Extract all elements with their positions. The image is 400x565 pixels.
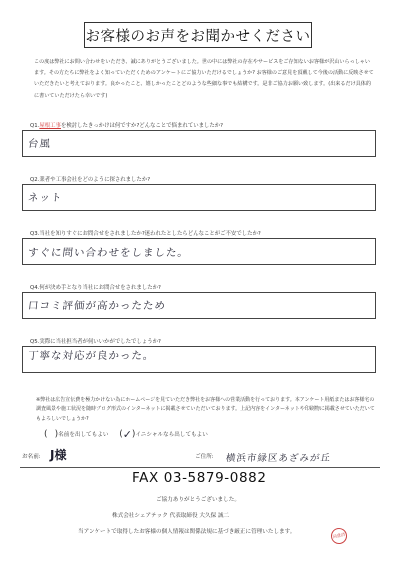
address-value[interactable]: 横浜市緑区あざみが丘 [225,453,332,464]
answer-2-box[interactable] [22,184,376,211]
answer-5-box[interactable] [22,346,376,373]
page-title: お客様のお声をお聞かせください [84,22,312,48]
intro-text: この度は弊社にお問い合わせをいただき、誠にありがとうございました。世の中には弊社の存在やサービスをご存知ないお客様が沢山いらっしゃいます。その方たちに弊社をよく知っていただくためのアンケートにご協力いただけるでしょうか? お客様のご意見を頂戴して今後の活動に反映させていただきたいと考えております。良かったこと、嬉しかったことどのような些細な事でも結構です。是非ご協力お願い致します。(出来るだけ具体的に書いていただけたら幸いです) [34,59,374,99]
consent-options [44,428,208,441]
answer-2-text: ネット [27,192,64,204]
approval-stamp-icon: 同意済 [330,527,349,546]
question-2-label: Q2.業者や工事会社をどのように探されましたか? [30,177,151,183]
question-1-label: Q1.屋根工事を検討したきっかけは何ですか?どんなことで悩まれていましたか? [30,123,224,129]
answer-5-text: 丁寧な対応が良かった。 [27,350,156,362]
answer-4-text: 口コミ評価が高かったため [27,300,167,312]
question-5-label: Q5.実際に当社担当者が伺いいかがでしたでしょうか? [30,339,161,345]
signature-line [20,467,380,468]
thanks-text: ご協力ありがとうございました。 [156,497,240,503]
company-info: 株式会社シェアテック 代表取締役 大久保 誠二 [112,513,230,519]
address-label: ご住所: [195,454,214,460]
consent-option-1[interactable]: ( )名前を出してもよい [44,429,109,440]
name-label: お名前: [22,454,41,460]
question-1-highlight: 屋根工事 [39,123,61,129]
answer-3-box[interactable] [22,238,376,265]
name-value[interactable]: J様 [50,448,67,462]
answer-4-box[interactable] [22,292,376,319]
consent-option-2[interactable]: (✓)イニシャルなら出してもよい [119,428,208,441]
answer-1-text: 台風 [27,138,52,150]
question-4-label: Q4.何が決め手となり当社にお問合せをされましたか? [30,285,161,291]
answer-1-box[interactable] [22,130,376,157]
question-3-label: Q3.当社を知りすぐにお問合せをされましたか?迷われたとしたらどんなことがご不安でしたか? [30,231,261,237]
answer-3-text: すぐに問い合わせをしました。 [27,247,190,259]
privacy-text: 当アンケートで取得したお客様の個人情報は関係法規に基づき厳正に管理いたします。 [78,529,296,535]
fax-number: FAX 03-5879-0882 [132,470,267,486]
publication-note: ※弊社は広告宣伝費を極力かけない為にホームページを見ていただき弊社をお客様への営業活動を行っております。本アンケート用紙またはお客様宅の調査風景や施工状況を随時ブログ形式のインターネットに掲載させていただいております。上記内容をインターネットや印刷物に掲載させていただいてもよろしいでしょうか? [36,397,375,422]
check-mark-icon: ✓ [122,428,132,441]
